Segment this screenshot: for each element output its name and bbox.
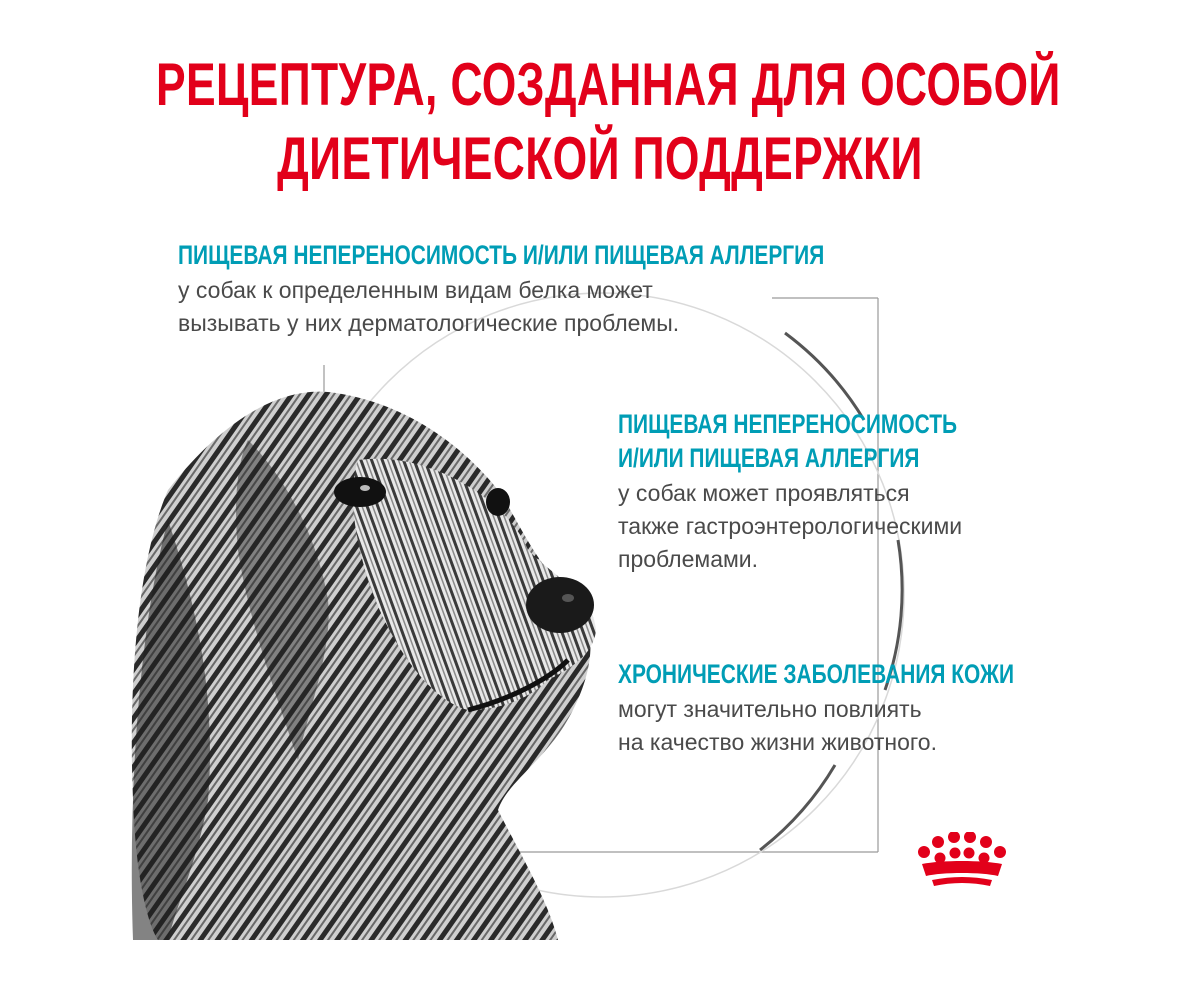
info-block-1-body-line-1: у собак к определенным видам белка может bbox=[178, 277, 653, 303]
info-block-1-heading-line-1: ПИЩЕВАЯ НЕПЕРЕНОСИМОСТЬ И/ИЛИ ПИЩЕВАЯ АЛЛЕРГИЯ bbox=[178, 240, 825, 270]
info-block-2-body-line-2: также гастроэнтерологическими bbox=[618, 513, 963, 539]
info-block-3-body-line-2: на качество жизни животного. bbox=[618, 729, 937, 755]
info-block-2-heading-line-2: И/ИЛИ ПИЩЕВАЯ АЛЛЕРГИЯ bbox=[618, 443, 920, 473]
info-block-2-body bbox=[618, 477, 1055, 576]
info-block-2-heading bbox=[618, 407, 957, 475]
info-block-1 bbox=[178, 238, 1012, 340]
info-block-1-body-line-2: вызывать у них дерматологические проблемы. bbox=[178, 310, 680, 336]
info-block-3-heading bbox=[618, 657, 1014, 691]
info-block-2 bbox=[618, 407, 1055, 576]
info-block-1-heading bbox=[178, 238, 824, 272]
info-block-3-body bbox=[618, 693, 1129, 759]
page-title-line-1: РЕЦЕПТУРА, СОЗДАННАЯ ДЛЯ ОСОБОЙ bbox=[156, 51, 1061, 118]
info-block-2-body-line-1: у собак может проявляться bbox=[618, 480, 910, 506]
royal-crown-icon bbox=[912, 832, 1012, 892]
info-block-2-body-line-3: проблемами. bbox=[618, 546, 759, 572]
page-title-line-2: ДИЕТИЧЕСКОЙ ПОДДЕРЖКИ bbox=[277, 125, 923, 192]
page-title bbox=[156, 48, 1061, 196]
info-block-3 bbox=[618, 657, 1129, 759]
info-block-3-body-line-1: могут значительно повлиять bbox=[618, 696, 922, 722]
info-block-3-heading-line-1: ХРОНИЧЕСКИЕ ЗАБОЛЕВАНИЯ КОЖИ bbox=[618, 659, 1014, 689]
dog-portrait-image bbox=[128, 380, 628, 940]
info-block-2-heading-line-1: ПИЩЕВАЯ НЕПЕРЕНОСИМОСТЬ bbox=[618, 409, 958, 439]
info-block-1-body bbox=[178, 274, 1012, 340]
